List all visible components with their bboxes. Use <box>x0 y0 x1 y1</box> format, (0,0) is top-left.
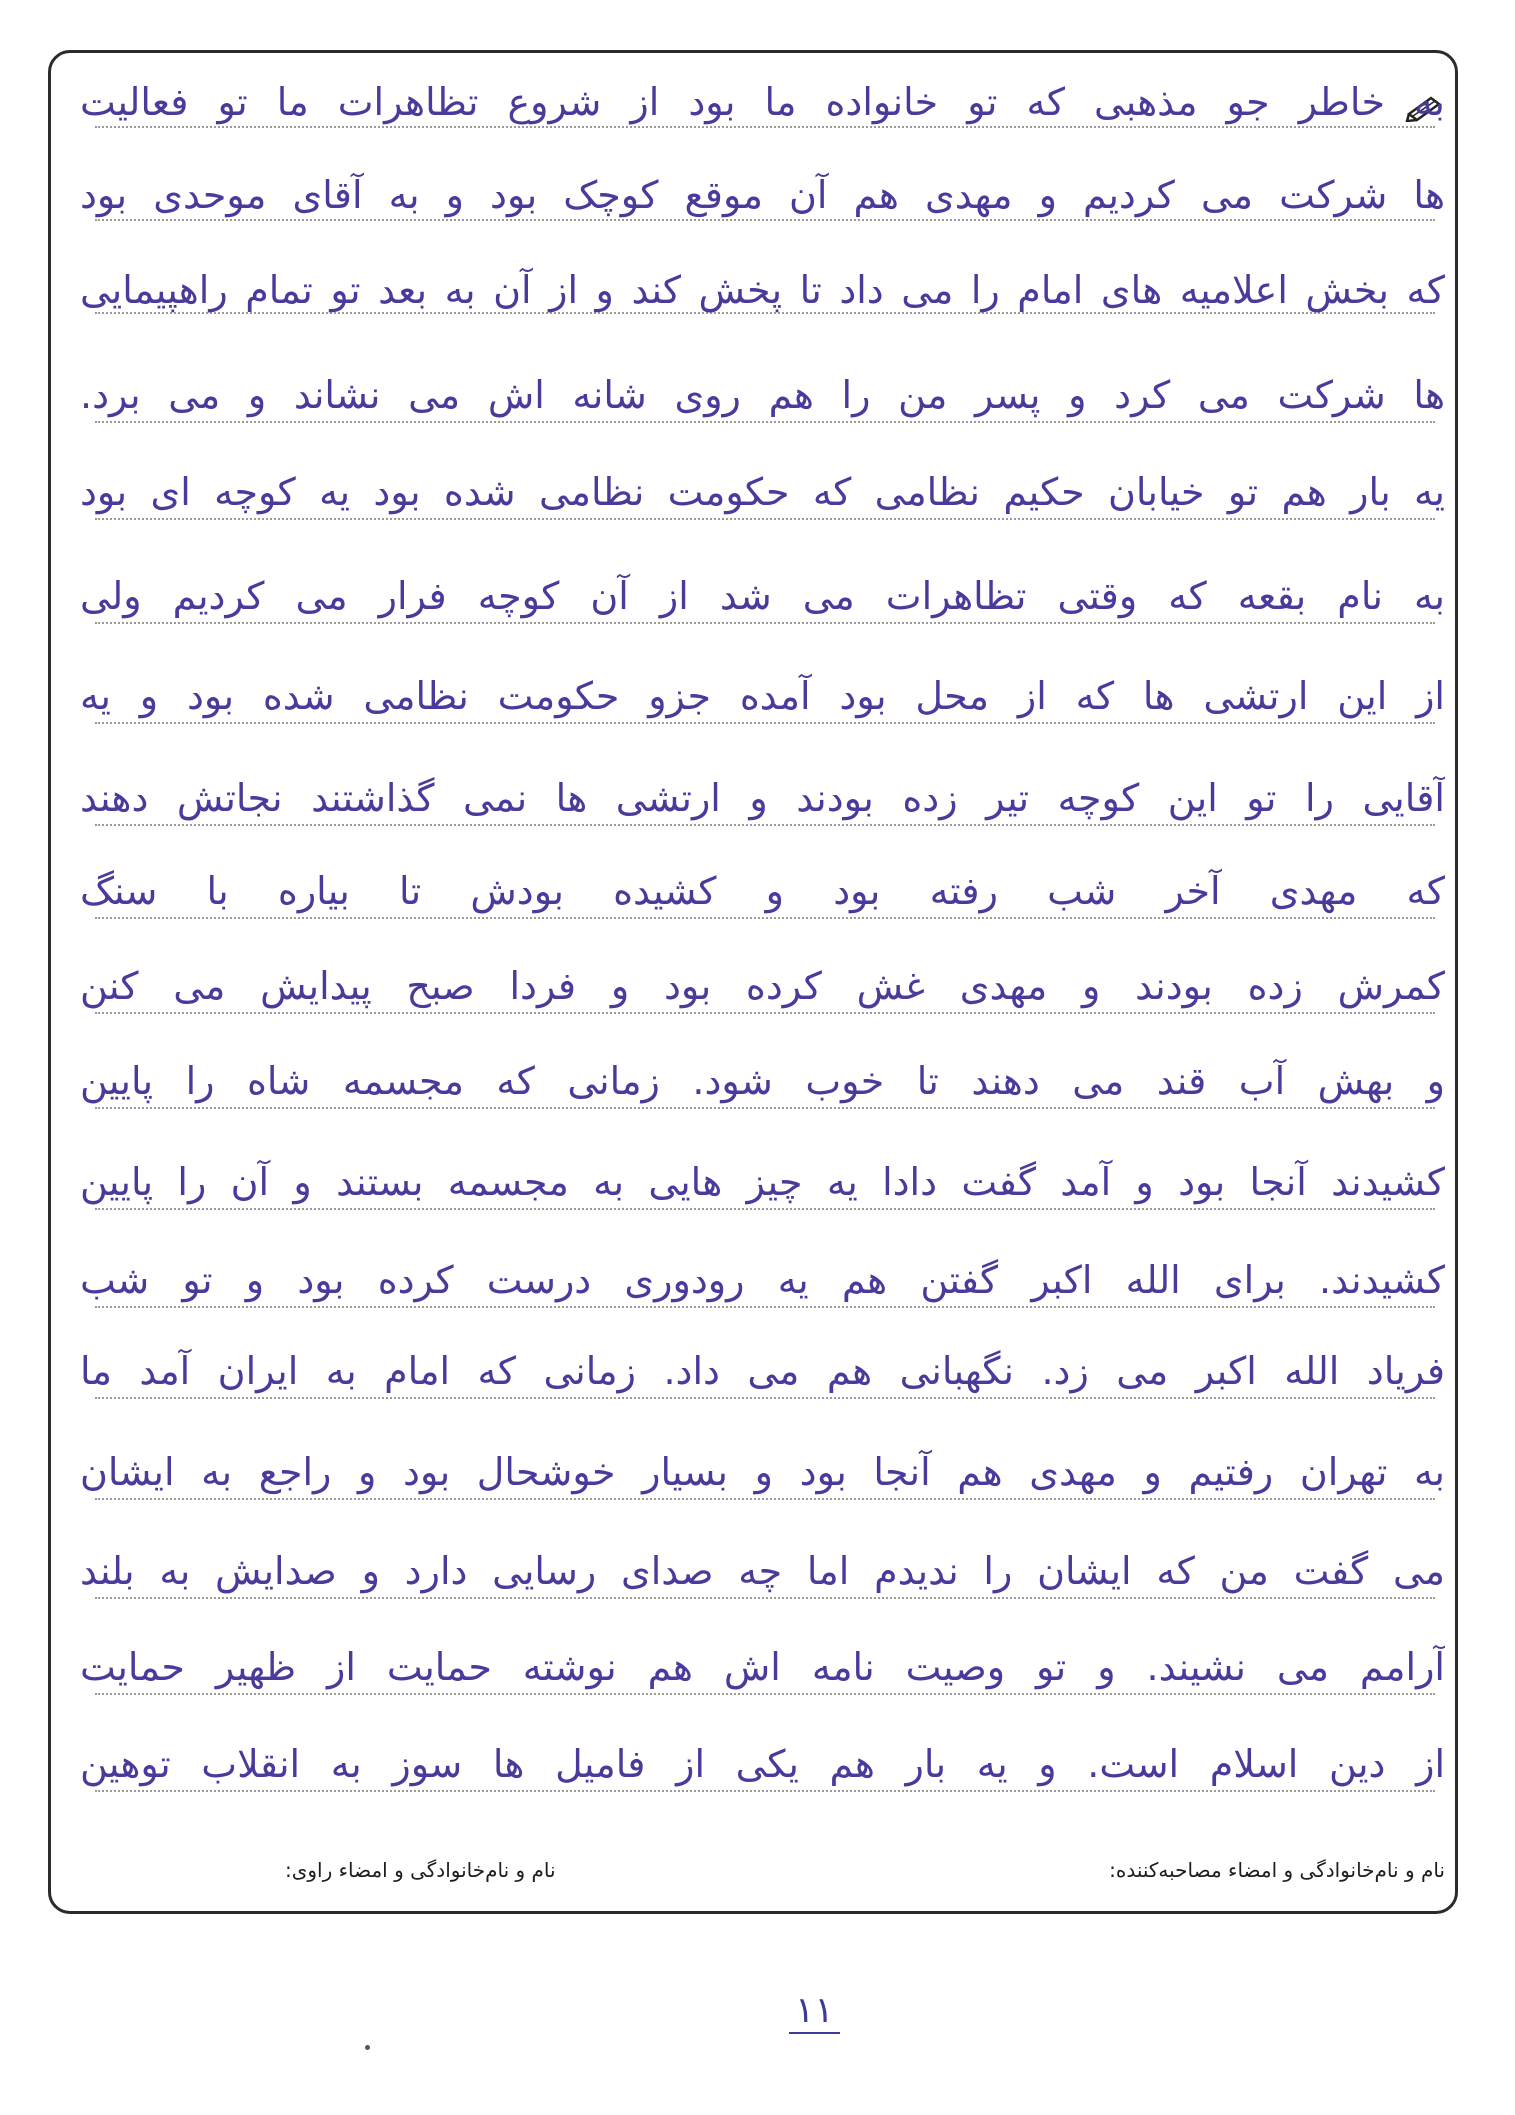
handwritten-line: می گفت من که ایشان را ندیدم اما چه صدای رسایی دارد و صدایش به بلند <box>80 1549 1445 1593</box>
handwritten-line: کشیدند. برای الله اکبر گفتن هم یه رودوری درست کرده بود و تو شب <box>80 1258 1445 1302</box>
narrator-signature-label: نام و نام‌خانوادگی و امضاء راوی: <box>285 1858 556 1882</box>
handwritten-line: یه بار هم تو خیابان حکیم نظامی که حکومت نظامی شده بود یه کوچه ای بود <box>80 470 1445 514</box>
handwritten-line: از این ارتشی ها که از محل بود آمده جزو حکومت نظامی شده بود و یه <box>80 674 1445 718</box>
handwritten-line: که بخش اعلامیه های امام را می داد تا پخش کند و از آن به بعد تو تمام راهپیمایی <box>80 268 1445 312</box>
handwritten-line: که مهدی آخر شب رفته بود و کشیده بودش تا بیاره با سنگ <box>80 869 1445 913</box>
handwritten-line: و بهش آب قند می دهند تا خوب شود. زمانی که مجسمه شاه را پایین <box>80 1059 1445 1103</box>
handwritten-line: آقایی را تو این کوچه تیر زده بودند و ارتشی ها نمی گذاشتند نجاتش دهند <box>80 776 1445 820</box>
stray-dot <box>365 2045 370 2050</box>
page-number: ۱۱ <box>789 1990 840 2034</box>
handwritten-line: کشیدند آنجا بود و آمد گفت دادا یه چیز هایی به مجسمه بستند و آن را پایین <box>80 1160 1445 1204</box>
handwritten-line: آرامم می نشیند. و تو وصیت نامه اش هم نوشته حمایت از ظهیر حمایت <box>80 1645 1445 1689</box>
handwritten-line: به خاطر جو مذهبی که تو خانواده ما بود از شروع تظاهرات ما تو فعالیت <box>80 80 1445 124</box>
handwritten-line: ها شرکت می کردیم و مهدی هم آن موقع کوچک بود و به آقای موحدی بود <box>80 173 1445 217</box>
handwritten-line: از دین اسلام است. و یه بار هم یکی از فامیل ها سوز به انقلاب توهین <box>80 1742 1445 1786</box>
handwritten-line: ها شرکت می کرد و پسر من را هم روی شانه اش می نشاند و می برد. <box>80 373 1445 417</box>
interviewer-signature-label: نام و نام‌خانوادگی و امضاء مصاحبه‌کننده: <box>1109 1858 1445 1882</box>
handwritten-line: فریاد الله اکبر می زد. نگهبانی هم می داد. زمانی که امام به ایران آمد ما <box>80 1349 1445 1393</box>
handwritten-line: به تهران رفتیم و مهدی هم آنجا بود و بسیار خوشحال بود و راجع به ایشان <box>80 1450 1445 1494</box>
handwritten-line: به نام بقعه که وقتی تظاهرات می شد از آن کوچه فرار می کردیم ولی <box>80 574 1445 618</box>
handwritten-line: کمرش زده بودند و مهدی غش کرده بود و فردا صبح پیدایش می کنن <box>80 964 1445 1008</box>
